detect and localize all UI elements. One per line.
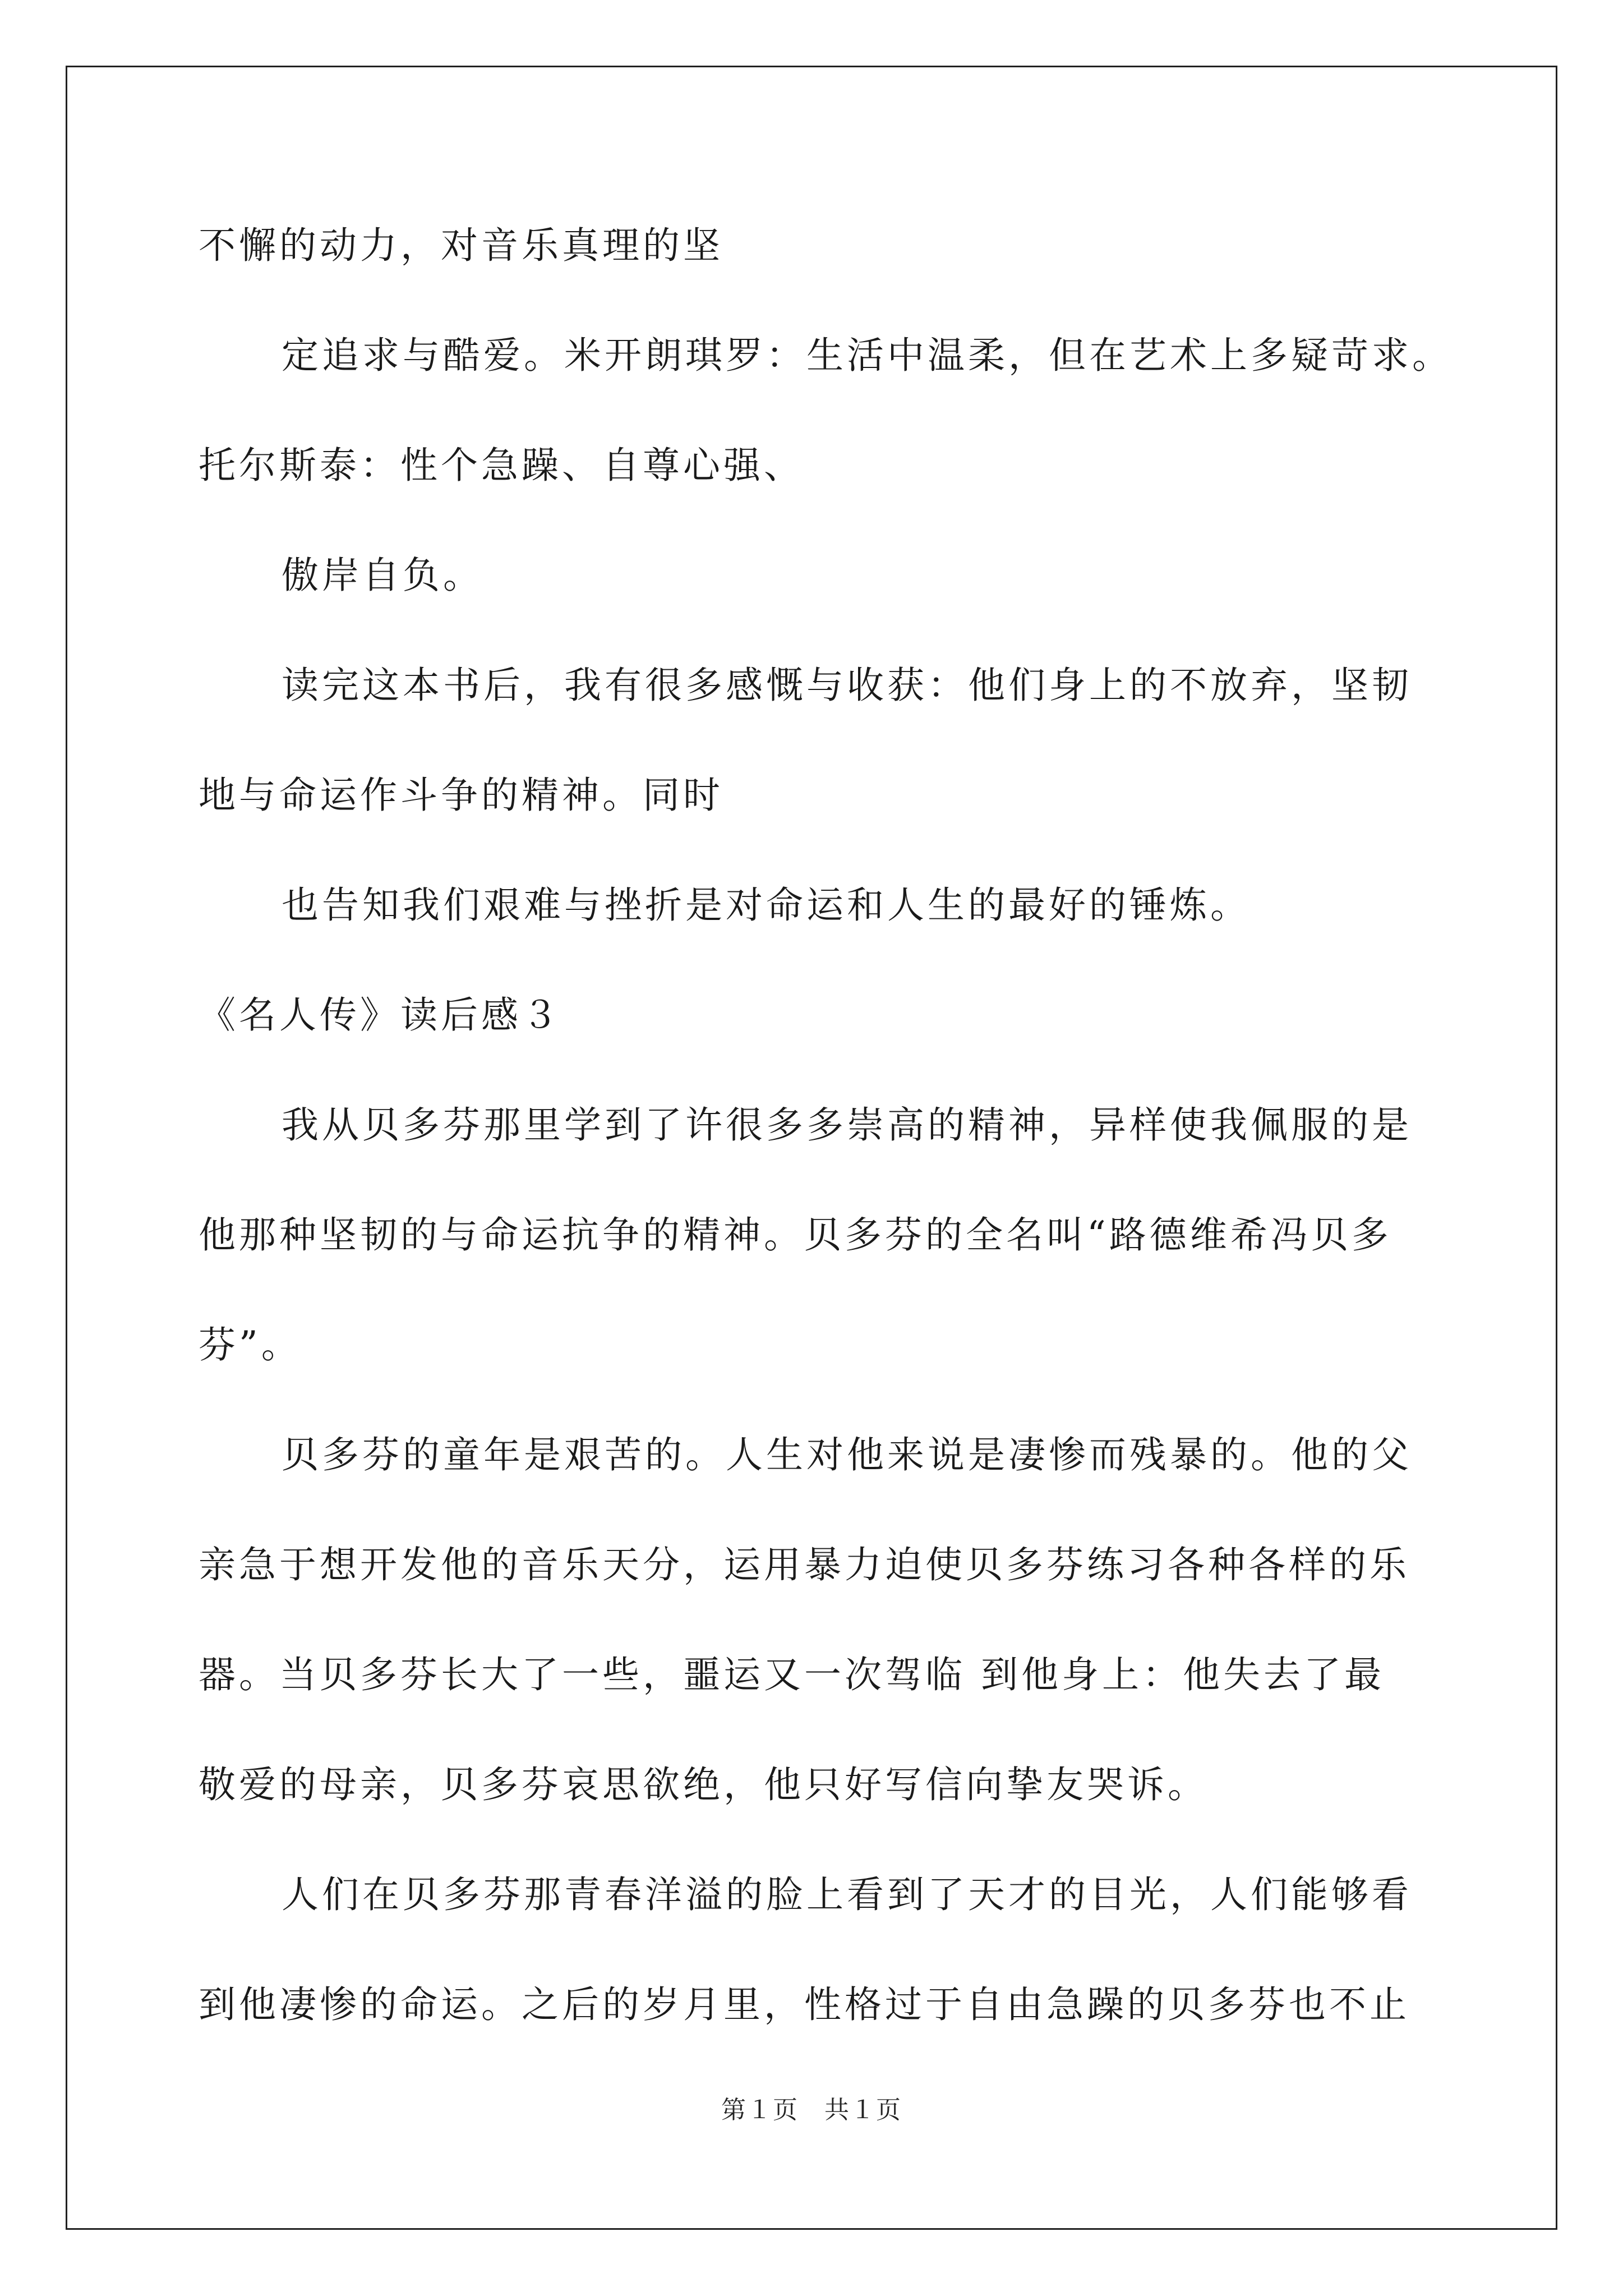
- text-line: 器。当贝多芬长大了一些，噩运又一次驾临 到他身上：他失去了最: [199, 1653, 1385, 1696]
- text-line: 读完这本书后，我有很多感慨与收获：他们身上的不放弃，坚韧: [282, 664, 1412, 707]
- section-heading: 《名人传》读后感３: [199, 993, 562, 1037]
- text-line: 我从贝多芬那里学到了许很多多崇高的精神，异样使我佩服的是: [282, 1103, 1412, 1147]
- text-line: 定追求与酷爱。米开朗琪罗：生活中温柔，但在艺术上多疑苛求。: [282, 334, 1453, 377]
- text-line: 地与命运作斗争的精神。同时: [199, 774, 723, 817]
- text-line: 不懈的动力，对音乐真理的坚: [199, 224, 723, 267]
- text-line: 芬”。: [199, 1323, 302, 1366]
- page-number-footer: 第１页 共１页: [721, 2096, 902, 2124]
- text-line: 贝多芬的童年是艰苦的。人生对他来说是凄惨而残暴的。他的父: [282, 1433, 1412, 1476]
- text-line: 托尔斯泰：性个急躁、自尊心强、: [199, 444, 804, 487]
- text-line: 人们在贝多芬那青春洋溢的脸上看到了天才的目光，人们能够看: [282, 1873, 1412, 1916]
- text-line: 也告知我们艰难与挫折是对命运和人生的最好的锤炼。: [282, 884, 1251, 927]
- text-line: 傲岸自负。: [282, 554, 483, 597]
- text-line: 他那种坚韧的与命运抗争的精神。贝多芬的全名叫“路德维希冯贝多: [199, 1213, 1392, 1257]
- text-line: 到他凄惨的命运。之后的岁月里，性格过于自由急躁的贝多芬也不止: [199, 1983, 1410, 2026]
- text-line: 敬爱的母亲，贝多芬哀思欲绝，他只好写信向挚友哭诉。: [199, 1763, 1208, 1806]
- text-line: 亲急于想开发他的音乐天分，运用暴力迫使贝多芬练习各种各样的乐: [199, 1543, 1410, 1586]
